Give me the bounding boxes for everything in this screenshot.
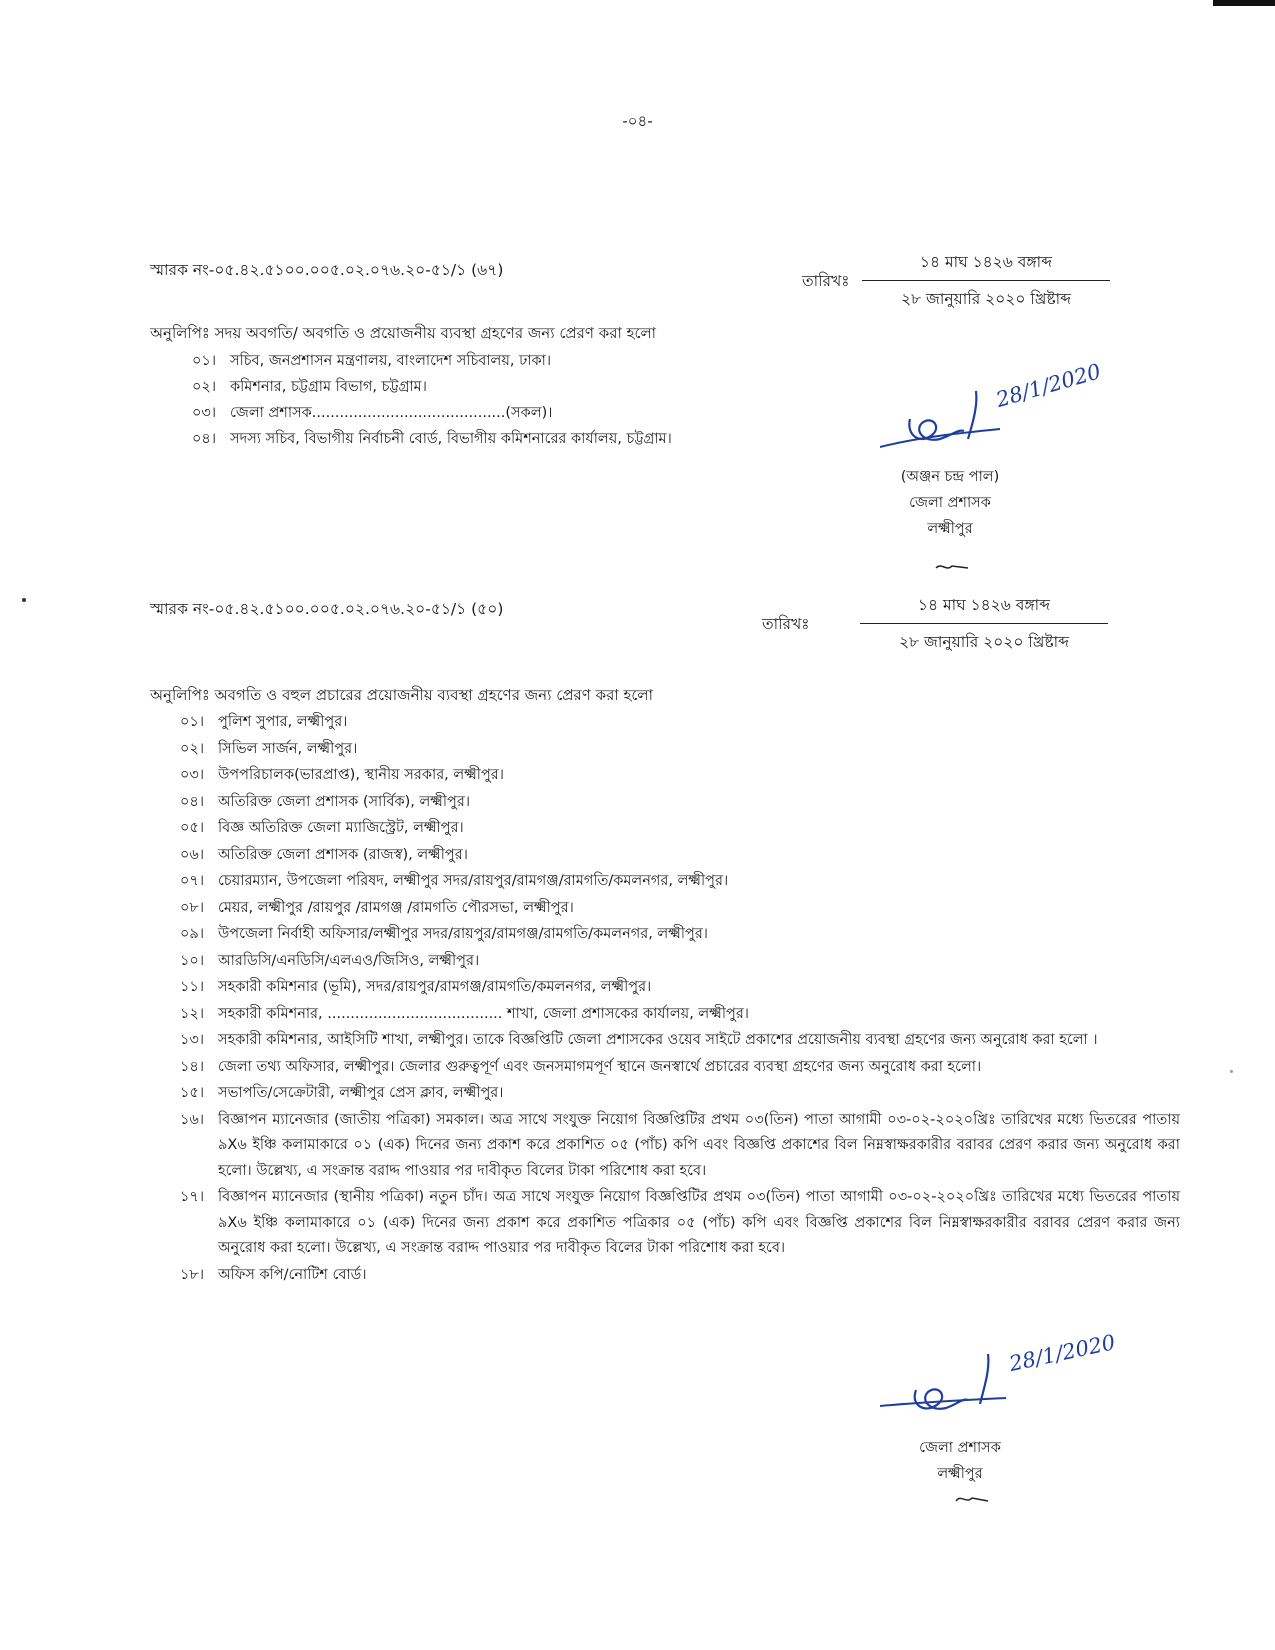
- list-item: ০৫। বিজ্ঞ অতিরিক্ত জেলা ম্যাজিস্ট্রেট, লক্ষ্মীপুর।: [180, 820, 464, 836]
- initial-mark-1: [932, 560, 972, 578]
- list-item: ০৮। মেয়র, লক্ষ্মীপুর /রায়পুর /রামগঞ্জ /রামগতি পৌরসভা, লক্ষ্মীপুর।: [180, 899, 574, 916]
- signer-block-1: [860, 464, 1040, 542]
- scan-speck: [1230, 1070, 1233, 1073]
- list-item: ০৯। উপজেলা নির্বাহী অফিসার/লক্ষ্মীপুর সদর/রায়পুর/রামগঞ্জ/রামগতি/কমলনগর, লক্ষ্মীপুর।: [180, 926, 708, 942]
- signer-title: জেলা প্রশাসক: [919, 1440, 1001, 1456]
- distribution-intro-2: অনুলিপিঃ অবগতি ও বহুল প্রচারের প্রয়োজনীয় ব্যবস্থা গ্রহণের জন্য প্রেরণ করা হলো: [150, 686, 653, 704]
- date-english-1: ২৮ জানুয়ারি ২০২০ খ্রিষ্টাব্দ: [900, 290, 1072, 308]
- scan-edge-mark: [1213, 0, 1275, 6]
- signer-title: জেলা প্রশাসক: [909, 495, 991, 511]
- date-label-1: তারিখঃ: [802, 272, 850, 290]
- date-bangla-1: ১৪ মাঘ ১৪২৬ বঙ্গাব্দ: [862, 250, 1110, 281]
- distribution-intro-1: অনুলিপিঃ সদয় অবগতি/ অবগতি ও প্রয়োজনীয় ব্যবস্থা গ্রহণের জন্য প্রেরণ করা হলো: [150, 324, 657, 342]
- signer-block-2: [880, 1435, 1040, 1487]
- list-item: ০৪। অতিরিক্ত জেলা প্রশাসক (সার্বিক), লক্ষ্মীপুর।: [180, 793, 471, 810]
- list-item: ১৫। সভাপতি/সেক্রেটারী, লক্ষ্মীপুর প্রেস ক্লাব, লক্ষ্মীপুর।: [180, 1085, 504, 1101]
- memo-number-1: স্মারক নং-০৫.৪২.৫১০০.০০৫.০২.০৭৬.২০-৫১/১ (৬৭): [150, 261, 504, 279]
- list-item: ০১। সচিব, জনপ্রশাসন মন্ত্রণালয়, বাংলাদেশ সচিবালয়, ঢাকা।: [192, 353, 552, 369]
- signature-date-1: 28/1/2020: [993, 359, 1104, 412]
- distribution-list-1: [192, 348, 892, 452]
- page-number: -০৪-: [622, 112, 653, 130]
- list-item: ১৪। জেলা তথ্য অফিসার, লক্ষ্মীপুর। জেলার গুরুত্বপূর্ণ এবং জনসমাগমপূর্ণ স্থানে জনস্বার্থে প্রচারের ব্যবস্থা গ্রহণের জন্য অনুরোধ করা হলো।: [180, 1058, 982, 1075]
- list-item: ০৩। জেলা প্রশাসক..........................................(সকল)।: [192, 405, 553, 421]
- signer-name: (অঞ্জন চন্দ্র পাল): [900, 469, 1000, 485]
- list-item: ০১। পুলিশ সুপার, লক্ষ্মীপুর।: [180, 714, 348, 730]
- signature-date-2: 28/1/2020: [1007, 1330, 1118, 1376]
- list-item: ১৭। বিজ্ঞাপন ম্যানেজার (স্থানীয় পত্রিকা) নতুন চাঁদ। অত্র সাথে সংযুক্ত নিয়োগ বিজ্ঞপ্তিটির প্রথম ০৩(তিন) পাতা আগামী ০৩-০২-২০২০খ্রিঃ তারিখের মধ্যে ভিতরের পাতায় ৯X৬ ইঞ্চি কলামাকারে ০১ (এক) দিনের জন্য প্রকাশ করে প্রকাশিত পত্রিকার ০৫ (পাঁচ) কপি এবং বিজ্ঞপ্তি প্রকাশের বিল নিম্নস্বাক্ষরকারীর বরাবর প্রেরণ করার জন্য অনুরোধ করা হলো। উল্লেখ্য, এ সংক্রান্ত বরাদ্দ পাওয়ার পর দাবীকৃত বিলের টাকা পরিশোধ করা হবে।: [180, 1189, 1180, 1256]
- date-english-2: ২৮ জানুয়ারি ২০২০ খ্রিষ্টাব্দ: [898, 633, 1070, 651]
- signer-place: লক্ষ্মীপুর: [937, 1466, 983, 1482]
- list-item: ০৪। সদস্য সচিব, বিভাগীয় নির্বাচনী বোর্ড, বিভাগীয় কমিশনারের কার্যালয়, চট্টগ্রাম।: [192, 431, 672, 447]
- list-item: ০২। কমিশনার, চট্টগ্রাম বিভাগ, চট্টগ্রাম।: [192, 379, 427, 395]
- list-item: ০৬। অতিরিক্ত জেলা প্রশাসক (রাজস্ব), লক্ষ্মীপুর।: [180, 846, 468, 863]
- list-item: ১২। সহকারী কমিশনার, ...................................... শাখা, জেলা প্রশাসকের কার্যালয়, লক্ষ্মীপুর।: [180, 1005, 749, 1022]
- memo-number-2: স্মারক নং-০৫.৪২.৫১০০.০০৫.০২.০৭৬.২০-৫১/১ (৫০): [150, 600, 504, 618]
- scan-speck: [22, 598, 26, 602]
- list-item: ১৮। অফিস কপি/নোটিশ বোর্ড।: [180, 1266, 367, 1283]
- date-block-1: [862, 250, 1110, 313]
- signer-place: লক্ষ্মীপুর: [927, 521, 973, 537]
- date-label-2: তারিখঃ: [762, 615, 810, 633]
- list-item: ০৭। চেয়ারম্যান, উপজেলা পরিষদ, লক্ষ্মীপুর সদর/রায়পুর/রামগঞ্জ/রামগতি/কমলনগর, লক্ষ্মীপুর।: [180, 873, 729, 889]
- distribution-list-2: [180, 710, 1180, 1289]
- list-item: ১৬। বিজ্ঞাপন ম্যানেজার (জাতীয় পত্রিকা) সমকাল। অত্র সাথে সংযুক্ত নিয়োগ বিজ্ঞপ্তিটির প্রথম ০৩(তিন) পাতা আগামী ০৩-০২-২০২০খ্রিঃ তারিখের মধ্যে ভিতরের পাতায় ৯X৬ ইঞ্চি কলামাকারে ০১ (এক) দিনের জন্য প্রকাশ করে প্রকাশিত ০৫ (পাঁচ) কপি এবং বিজ্ঞপ্তি প্রকাশের বিল নিম্নস্বাক্ষরকারীর বরাবর প্রেরণ করার জন্য অনুরোধ করা হলো। উল্লেখ্য, এ সংক্রান্ত বরাদ্দ পাওয়ার পর দাবীকৃত বিলের টাকা পরিশোধ করা হবে।: [180, 1111, 1180, 1179]
- list-item: ০২। সিভিল সার্জন, লক্ষ্মীপুর।: [180, 740, 358, 757]
- initial-mark-2: [952, 1492, 992, 1510]
- list-item: ১০। আরডিসি/এনডিসি/এলএও/জিসিও, লক্ষ্মীপুর।: [180, 952, 480, 969]
- date-block-2: [860, 593, 1108, 656]
- list-item: ১৩। সহকারী কমিশনার, আইসিটি শাখা, লক্ষ্মীপুর। তাকে বিজ্ঞপ্তিটি জেলা প্রশাসকের ওয়েব সাইটে প্রকাশের প্রয়োজনীয় ব্যবস্থা গ্রহণের জন্য অনুরোধ করা হলো ।: [180, 1032, 1098, 1048]
- list-item: ১১। সহকারী কমিশনার (ভূমি), সদর/রায়পুর/রামগঞ্জ/রামগতি/কমলনগর, লক্ষ্মীপুর।: [180, 979, 652, 995]
- list-item: ০৩। উপপরিচালক(ভারপ্রাপ্ত), স্থানীয় সরকার, লক্ষ্মীপুর।: [180, 767, 504, 783]
- date-bangla-2: ১৪ মাঘ ১৪২৬ বঙ্গাব্দ: [860, 593, 1108, 624]
